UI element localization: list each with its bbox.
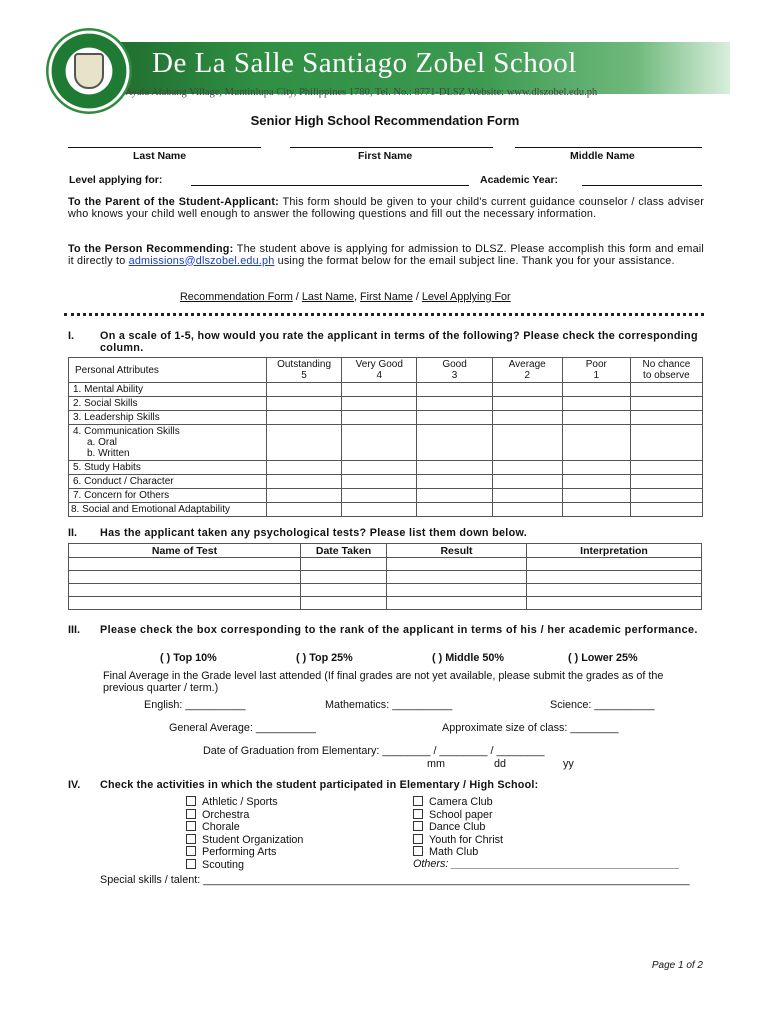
rating-cell[interactable] bbox=[630, 461, 702, 475]
ratings-header-row bbox=[69, 358, 703, 383]
rating-cell[interactable] bbox=[266, 489, 341, 503]
school-name: De La Salle Santiago Zobel School bbox=[152, 47, 577, 79]
english-grade-field[interactable]: English: __________ bbox=[144, 699, 246, 711]
psych-cell[interactable] bbox=[527, 571, 702, 584]
col-poor: Poor 1 bbox=[562, 358, 630, 383]
rating-cell[interactable] bbox=[562, 503, 630, 517]
activity-scouting[interactable]: Scouting bbox=[186, 859, 303, 872]
psych-cell[interactable] bbox=[301, 597, 387, 610]
psych-cell[interactable] bbox=[301, 584, 387, 597]
psych-cell[interactable] bbox=[527, 584, 702, 597]
school-seal-icon bbox=[46, 28, 132, 114]
rating-cell[interactable] bbox=[562, 411, 630, 425]
rating-row bbox=[69, 383, 703, 397]
activity-dance-club[interactable]: Dance Club bbox=[413, 821, 680, 834]
col-date-taken: Date Taken bbox=[301, 544, 387, 558]
section-1-number: I. bbox=[68, 330, 74, 342]
activity-math-club[interactable]: Math Club bbox=[413, 846, 680, 859]
first-name-label: First Name bbox=[358, 150, 413, 162]
checkbox-icon[interactable] bbox=[186, 834, 196, 844]
form-title: Senior High School Recommendation Form bbox=[250, 113, 520, 128]
checkbox-icon[interactable] bbox=[186, 809, 196, 819]
last-name-field[interactable] bbox=[68, 147, 261, 148]
rating-cell[interactable] bbox=[630, 503, 702, 517]
col-very-good: Very Good 4 bbox=[342, 358, 417, 383]
rating-cell[interactable] bbox=[630, 489, 702, 503]
rating-cell[interactable] bbox=[562, 425, 630, 461]
rating-cell[interactable] bbox=[562, 489, 630, 503]
rating-cell[interactable] bbox=[417, 489, 492, 503]
psych-cell[interactable] bbox=[301, 558, 387, 571]
section-4-number: IV. bbox=[68, 779, 81, 791]
recommender-note-text-end: using the format below for the email subject line. Thank you for your assistance. bbox=[274, 254, 675, 267]
col-average: Average 2 bbox=[492, 358, 562, 383]
middle-name-field[interactable] bbox=[515, 147, 702, 148]
admissions-email-link[interactable]: admissions@dlszobel.edu.ph bbox=[128, 254, 275, 267]
rating-cell[interactable] bbox=[342, 461, 417, 475]
subject-part-form: Recommendation Form bbox=[180, 291, 293, 303]
rating-cell[interactable] bbox=[630, 383, 702, 397]
col-name-of-test: Name of Test bbox=[69, 544, 301, 558]
psych-cell[interactable] bbox=[387, 571, 527, 584]
rating-cell[interactable] bbox=[342, 489, 417, 503]
section-2-number: II. bbox=[68, 527, 77, 539]
attr-mental-ability: 1. Mental Ability bbox=[69, 383, 267, 397]
date-yy-label: yy bbox=[563, 758, 574, 770]
rating-cell[interactable] bbox=[417, 397, 492, 411]
first-name-field[interactable] bbox=[290, 147, 493, 148]
rating-row bbox=[69, 503, 703, 517]
activities-column-1 bbox=[186, 796, 303, 872]
recommender-note bbox=[68, 244, 704, 267]
col-outstanding: Outstanding 5 bbox=[266, 358, 341, 383]
recommender-note-heading: To the Person Recommending: bbox=[68, 243, 234, 255]
rating-cell[interactable] bbox=[562, 475, 630, 489]
psych-cell[interactable] bbox=[69, 597, 301, 610]
date-dd-label: dd bbox=[494, 758, 507, 770]
psych-cell[interactable] bbox=[69, 571, 301, 584]
science-grade-field[interactable]: Science: __________ bbox=[550, 699, 655, 711]
rating-cell[interactable] bbox=[630, 475, 702, 489]
activity-others-field[interactable]: Others: ______________________________________ bbox=[413, 857, 680, 870]
checkbox-icon[interactable] bbox=[186, 821, 196, 831]
attr-written: b. Written bbox=[87, 448, 130, 459]
email-subject-format bbox=[180, 291, 511, 303]
rating-cell[interactable] bbox=[630, 425, 702, 461]
rating-cell[interactable] bbox=[492, 383, 562, 397]
subject-part-level: Level Applying For bbox=[421, 291, 511, 303]
rating-cell[interactable] bbox=[266, 397, 341, 411]
activity-camera-club[interactable]: Camera Club bbox=[413, 796, 680, 809]
activity-youth-for-christ[interactable]: Youth for Christ bbox=[413, 834, 680, 847]
rating-cell[interactable] bbox=[417, 383, 492, 397]
special-skills-field[interactable]: Special skills / talent: _________________________________________________________________________________ bbox=[100, 874, 690, 886]
subject-part-last-name: Last Name bbox=[301, 291, 355, 303]
psych-cell[interactable] bbox=[387, 584, 527, 597]
rating-cell[interactable] bbox=[342, 383, 417, 397]
section-4-question: Check the activities in which the student participated in Elementary / High School: bbox=[100, 779, 539, 791]
activity-chorale[interactable]: Chorale bbox=[186, 821, 303, 834]
rating-cell[interactable] bbox=[492, 503, 562, 517]
rating-cell[interactable] bbox=[562, 383, 630, 397]
rating-cell[interactable] bbox=[492, 425, 562, 461]
rating-cell[interactable] bbox=[266, 383, 341, 397]
rating-cell[interactable] bbox=[417, 475, 492, 489]
rating-cell[interactable] bbox=[342, 503, 417, 517]
col-good: Good 3 bbox=[417, 358, 492, 383]
psych-cell[interactable] bbox=[387, 558, 527, 571]
psych-header-row bbox=[69, 544, 702, 558]
rank-lower-25[interactable]: ( ) Lower 25% bbox=[568, 652, 638, 664]
subject-part-first-name: First Name bbox=[360, 291, 413, 303]
attr-communication bbox=[69, 425, 267, 461]
section-3-question: Please check the box corresponding to the rank of the applicant in terms of his / her academic performance. bbox=[100, 624, 698, 636]
checkbox-icon[interactable] bbox=[186, 846, 196, 856]
activity-student-org[interactable]: Student Organization bbox=[186, 834, 303, 847]
rating-row bbox=[69, 489, 703, 503]
rating-cell[interactable] bbox=[562, 461, 630, 475]
psych-row bbox=[69, 584, 702, 597]
dotted-divider bbox=[64, 313, 704, 316]
rating-cell[interactable] bbox=[266, 475, 341, 489]
level-field[interactable] bbox=[191, 185, 469, 186]
col-interpretation: Interpretation bbox=[527, 544, 702, 558]
checkbox-icon[interactable] bbox=[413, 821, 423, 831]
attr-communication-label: 4. Communication Skills bbox=[73, 426, 180, 437]
psych-row bbox=[69, 558, 702, 571]
checkbox-icon[interactable] bbox=[413, 834, 423, 844]
middle-name-label: Middle Name bbox=[570, 150, 635, 162]
rating-row bbox=[69, 397, 703, 411]
rating-cell[interactable] bbox=[417, 503, 492, 517]
attr-oral: a. Oral bbox=[87, 437, 118, 448]
rating-row bbox=[69, 461, 703, 475]
psych-cell[interactable] bbox=[527, 558, 702, 571]
col-no-chance: No chance to observe bbox=[630, 358, 702, 383]
checkbox-icon[interactable] bbox=[186, 796, 196, 806]
final-average-note: Final Average in the Grade level last attended (If final grades are not yet available, please submit the grades as of the previous quarter / term.) bbox=[103, 670, 664, 694]
rating-cell[interactable] bbox=[630, 397, 702, 411]
rating-row bbox=[69, 425, 703, 461]
parent-note bbox=[68, 197, 704, 220]
checkbox-icon[interactable] bbox=[413, 846, 423, 856]
math-grade-field[interactable]: Mathematics: __________ bbox=[325, 699, 453, 711]
activities-column-2 bbox=[413, 796, 680, 871]
general-average-field[interactable]: General Average: __________ bbox=[169, 722, 316, 734]
academic-year-field[interactable] bbox=[582, 185, 702, 186]
ratings-table bbox=[68, 357, 703, 517]
psych-cell[interactable] bbox=[527, 597, 702, 610]
rating-cell[interactable] bbox=[342, 411, 417, 425]
attr-social-skills: 2. Social Skills bbox=[69, 397, 267, 411]
school-address: Ayala Alabang Village, Muntinlupa City, Philippines 1780, Tel. No.: 8771-DLSZ Website: www.dlszobel.edu.ph bbox=[125, 87, 598, 98]
checkbox-icon[interactable] bbox=[186, 859, 196, 869]
rating-cell[interactable] bbox=[492, 461, 562, 475]
psych-tests-table bbox=[68, 543, 702, 610]
rating-cell[interactable] bbox=[492, 397, 562, 411]
rank-middle-50[interactable]: ( ) Middle 50% bbox=[432, 652, 504, 664]
psych-cell[interactable] bbox=[69, 584, 301, 597]
rating-cell[interactable] bbox=[266, 503, 341, 517]
activity-athletic[interactable]: Athletic / Sports bbox=[186, 796, 303, 809]
rating-cell[interactable] bbox=[492, 411, 562, 425]
checkbox-icon[interactable] bbox=[413, 809, 423, 819]
rank-top-10[interactable]: ( ) Top 10% bbox=[160, 652, 217, 664]
section-3-number: III. bbox=[68, 624, 80, 636]
parent-note-heading: To the Parent of the Student-Applicant: bbox=[68, 196, 279, 208]
attr-header: Personal Attributes bbox=[69, 358, 267, 383]
attr-concern-others: 7. Concern for Others bbox=[69, 489, 267, 503]
rating-cell[interactable] bbox=[342, 397, 417, 411]
class-size-field[interactable]: Approximate size of class: ________ bbox=[442, 722, 619, 734]
rating-cell[interactable] bbox=[492, 489, 562, 503]
attr-social-emotional: 8. Social and Emotional Adaptability bbox=[69, 503, 267, 517]
graduation-date-field[interactable]: Date of Graduation from Elementary: ________ / ________ / ________ bbox=[203, 745, 545, 757]
subject-sep: / bbox=[292, 291, 302, 303]
activity-school-paper[interactable]: School paper bbox=[413, 809, 680, 822]
section-1-question: On a scale of 1-5, how would you rate the applicant in terms of the following? Please check the corresponding column. bbox=[100, 330, 698, 354]
rating-cell[interactable] bbox=[562, 397, 630, 411]
rating-cell[interactable] bbox=[417, 411, 492, 425]
date-mm-label: mm bbox=[427, 758, 445, 770]
subject-sep: / bbox=[412, 291, 422, 303]
rating-cell[interactable] bbox=[342, 425, 417, 461]
psych-row bbox=[69, 597, 702, 610]
rating-cell[interactable] bbox=[266, 425, 341, 461]
rating-cell[interactable] bbox=[266, 461, 341, 475]
psych-cell[interactable] bbox=[301, 571, 387, 584]
rating-cell[interactable] bbox=[266, 411, 341, 425]
rating-row bbox=[69, 475, 703, 489]
attr-study-habits: 5. Study Habits bbox=[69, 461, 267, 475]
academic-year-label: Academic Year: bbox=[480, 174, 559, 186]
rating-row bbox=[69, 411, 703, 425]
rating-cell[interactable] bbox=[417, 461, 492, 475]
col-result: Result bbox=[387, 544, 527, 558]
attr-conduct: 6. Conduct / Character bbox=[69, 475, 267, 489]
parent-note-text: This form should be given to your child's current guidance counselor / class adviser who knows your child well enough to answer the following questions and fill out the necessary information. bbox=[68, 196, 705, 220]
rating-cell[interactable] bbox=[630, 411, 702, 425]
rank-top-25[interactable]: ( ) Top 25% bbox=[296, 652, 353, 664]
psych-cell[interactable] bbox=[387, 597, 527, 610]
subject-comma: , bbox=[354, 291, 361, 303]
activity-orchestra[interactable]: Orchestra bbox=[186, 809, 303, 822]
psych-cell[interactable] bbox=[69, 558, 301, 571]
psych-row bbox=[69, 571, 702, 584]
recommender-note-text: The student above is applying for admission to DLSZ. Please accomplish this form and email it directly to bbox=[68, 243, 704, 267]
rating-cell[interactable] bbox=[417, 425, 492, 461]
level-label: Level applying for: bbox=[69, 174, 163, 186]
rating-cell[interactable] bbox=[492, 475, 562, 489]
rating-cell[interactable] bbox=[342, 475, 417, 489]
activity-performing-arts[interactable]: Performing Arts bbox=[186, 846, 303, 859]
attr-leadership: 3. Leadership Skills bbox=[69, 411, 267, 425]
checkbox-icon[interactable] bbox=[413, 796, 423, 806]
last-name-label: Last Name bbox=[133, 150, 187, 162]
section-2-question: Has the applicant taken any psychological tests? Please list them down below. bbox=[100, 527, 528, 539]
page-number: Page 1 of 2 bbox=[651, 960, 703, 971]
